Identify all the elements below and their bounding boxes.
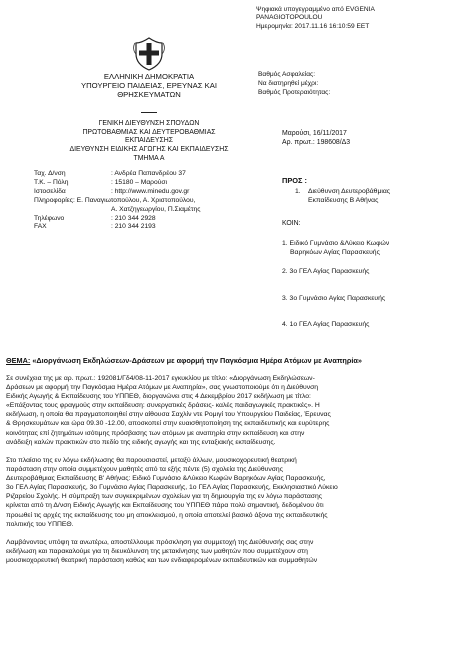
classification-line: Βαθμός Ασφαλείας: <box>258 71 316 78</box>
contact-row <box>34 197 274 206</box>
contact-value: : http://www.minedu.gov.gr <box>111 187 190 195</box>
signature-line: Ψηφιακά υπογεγραμμένο από EVGENIA <box>256 6 375 13</box>
cc-recipient: 4. 1ο ΓΕΛ Αγίας Παρασκευής <box>282 321 370 328</box>
cc-label: ΚΟΙΝ: <box>282 220 301 227</box>
paragraph-line: εκδήλωση και παρακαλούμε για τη διευκόλυνση της μετακίνησης των μαθητών που συμμετέχουν στη <box>6 548 308 556</box>
contact-label: Τηλέφωνο <box>34 214 65 222</box>
subject-line <box>6 356 468 365</box>
header-divider <box>141 112 157 113</box>
paragraph-line: ανάδειξη καλών πρακτικών στο πεδίο της ειδικής αγωγής και της ενταξιακής εκπαίδευσης. <box>6 438 276 446</box>
contact-row <box>34 223 274 232</box>
contact-row <box>34 170 274 179</box>
signature-line: Ημερομηνία: 2017.11.16 16:10:59 EET <box>256 22 370 30</box>
contact-label: Πληροφορίες: Ε. Παναγιωτοπούλου, Α. Χριστοπούλου, <box>34 196 196 204</box>
contact-label: FAX <box>34 223 47 231</box>
date-protocol <box>282 129 350 147</box>
paragraph-line: Ειδικής Αγωγής & Εκπαίδευσης του ΥΠΠΕΘ, διοργανώνει στις 4 Δεκεμβρίου 2017 εκδήλωση με τίτλο: <box>6 393 311 401</box>
paragraph-line: προωθεί τις αρχές της εκπαίδευσης του μη αποκλεισμού, η οποία αποτελεί βασικό άξονα της εκπαιδευτικής <box>6 511 328 519</box>
directorate-line: ΕΚΠΑΙΔΕΥΣΗΣ <box>125 137 173 145</box>
cc-recipient: 2. 3ο ΓΕΛ Αγίας Παρασκευής <box>282 268 370 275</box>
directorate-line: ΓΕΝΙΚΗ ΔΙΕΥΘΥΝΣΗ ΣΠΟΥΔΩΝ <box>98 120 200 127</box>
paragraph-line: Σε συνέχεια της με αρ. πρωτ.: 192081/Γδ4/08-11-2017 εγκυκλίου με τίτλο: «Διοργάνωση Εκδηλώσεων- <box>6 375 315 382</box>
contact-row <box>34 206 274 215</box>
paragraph-line: 3ο ΓΕΛ Αγίας Παρασκευής, 3ο Γυμνάσιο Αγίας Παρασκευής, 1ο ΓΕΛ Αγίας Παρασκευής, Εκκλησιαστικό Λύκειο <box>6 484 338 492</box>
paragraph-line: Ριζαρείου Σχολής. Η σύμπραξη των συγκεκριμένων σχολείων για τη δημιουργία της εν λόγω παράστασης <box>6 493 323 501</box>
recipient-line: Εκπαίδευσης Β Αθήνας <box>308 197 379 204</box>
body-paragraph <box>6 538 468 565</box>
contact-value: : 210 344 2193 <box>111 223 156 231</box>
directorate-line: ΠΡΩΤΟΒΑΘΜΙΑΣ ΚΑΙ ΔΕΥΤΕΡΟΒΑΘΜΙΑΣ <box>82 128 216 136</box>
paragraph-line: & Θρησκευμάτων και ώρα 09.30 -12.00, αποσκοπεί στην ευαισθητοποίηση της εκπαιδευτικής και ευρύτερης <box>6 420 330 428</box>
contact-value: Α. Χατζηγεωργίου, Π.Σιαμέτης <box>111 205 201 213</box>
paragraph-line: Δράσεων με αφορμή την Παγκόσμια Ημέρα Ατόμων με Αναπηρία», σας γνωστοποιούμε ότι η Διεύθυνση <box>6 384 319 392</box>
greek-emblem-icon <box>132 37 166 71</box>
subject-label: ΘΕΜΑ: <box>6 356 31 365</box>
classification-line: Βαθμός Προτεραιότητας: <box>258 89 331 96</box>
recipient-line: Διεύθυνση Δευτεροβάθμιας <box>308 188 391 195</box>
paragraph-line: κρίνεται από τη Δ/νση Ειδικής Αγωγής και Εκπαίδευσης του ΥΠΠΕΘ πάρα πολύ σημαντική, δεδομένου ότι <box>6 502 324 510</box>
protocol-number: Αρ. πρωτ.: 198608/Δ3 <box>282 139 351 146</box>
ministry-line: ΕΛΛΗΝΙΚΗ ΔΗΜΟΚΡΑΤΙΑ <box>103 72 195 81</box>
directorate-line: ΤΜΗΜΑ Α <box>133 154 165 162</box>
paragraph-line: πολιτικής του ΥΠΠΕΘ. <box>6 520 74 528</box>
document-date: Μαρούσι, 16/11/2017 <box>282 130 347 137</box>
classification-line: Να διατηρηθεί μέχρι: <box>258 80 319 87</box>
to-label: ΠΡΟΣ : <box>282 176 307 185</box>
cc-recipient: Βαρηκόων Αγίας Παρασκευής <box>290 249 380 256</box>
directorate-line: ΔΙΕΥΘΥΝΣΗ ΕΙΔΙΚΗΣ ΑΓΩΓΗΣ ΚΑΙ ΕΚΠΑΙΔΕΥΣΗΣ <box>69 146 229 154</box>
digital-signature <box>256 6 470 31</box>
cc-recipient: 3. 3ο Γυμνάσιο Αγίας Παρασκευής <box>282 295 386 302</box>
to-recipient <box>295 187 467 205</box>
body-paragraph <box>6 456 468 529</box>
contact-label: Ταχ. Δ/νση <box>34 170 66 177</box>
ministry-header <box>48 72 250 100</box>
classification-block <box>258 70 330 97</box>
paragraph-line: Στο πλαίσιο της εν λόγω εκδήλωσης θα παρουσιαστεί, μεταξύ άλλων, μουσικοχορευτική θεατρική <box>6 457 297 464</box>
contact-value: : 210 344 2928 <box>111 214 156 222</box>
body-paragraph <box>6 374 468 447</box>
contact-row <box>34 215 274 224</box>
contact-row <box>34 179 274 188</box>
contact-label: Ιστοσελίδα <box>34 187 66 195</box>
paragraph-line: κοινότητας επί ζητημάτων ισότιμης πρόσβασης των ατόμων με αναπηρία στην εκπαίδευση και στην <box>6 429 305 437</box>
paragraph-line: Λαμβάνοντας υπόψη τα ανωτέρω, αποστέλλουμε πρόσκληση για συμμετοχή της Διεύθυνσής σας στην <box>6 539 314 546</box>
signature-line: PANAGIOTOPOULOU <box>256 14 323 22</box>
contact-label: Τ.Κ. – Πόλη <box>34 178 69 186</box>
ministry-line: ΘΡΗΣΚΕΥΜΑΤΩΝ <box>117 90 181 100</box>
paragraph-line: παράσταση στην οποία συμμετέχουν μαθητές από τα εξής πέντε (5) σχολεία της Διεύθυνσης <box>6 466 283 474</box>
paragraph-line: Δευτεροβάθμιας Εκπαίδευσης Β' Αθήνας: Ειδικό Γυμνάσιο &Λύκειο Κωφών Βαρηκόων Αγίας Παρασκευής, <box>6 475 326 483</box>
contact-row <box>34 188 274 197</box>
paragraph-line: εκδήλωση, η οποία θα πραγματοποιηθεί στην αίθουσα Σαχλίν ντε Ρομιγί του Υπουργείου Παιδείας, Έρευνας <box>6 411 331 419</box>
contact-details <box>34 170 274 232</box>
directorate-header <box>38 120 260 164</box>
contact-value: : Ανδρέα Παπανδρέου 37 <box>111 170 186 177</box>
recipient-number: 1. <box>295 188 301 195</box>
subject-text: «Διοργάνωση Εκδηλώσεων-Δράσεων με αφορμή την Παγκόσμια Ημέρα Ατόμων με Αναπηρία» <box>30 356 362 365</box>
paragraph-line: «Επάξοντας τους φραγμούς στην εκπαίδευση: συνεργατικές δράσεις- καλές παιδαγωγικές πρακτικές». Η <box>6 402 320 410</box>
paragraph-line: μουσικοχορευτική θεατρική παράσταση καθώς και των ενδιαφερομένων εκπαιδευτικών και συμμαθητών <box>6 557 318 565</box>
ministry-line: ΥΠΟΥΡΓΕΙΟ ΠΑΙΔΕΙΑΣ, ΕΡΕΥΝΑΣ ΚΑΙ <box>80 81 218 91</box>
contact-value: : 15180 – Μαρούσι <box>111 178 167 186</box>
cc-recipient: 1. Ειδικό Γυμνάσιο &Λύκειο Κωφών <box>282 240 390 247</box>
